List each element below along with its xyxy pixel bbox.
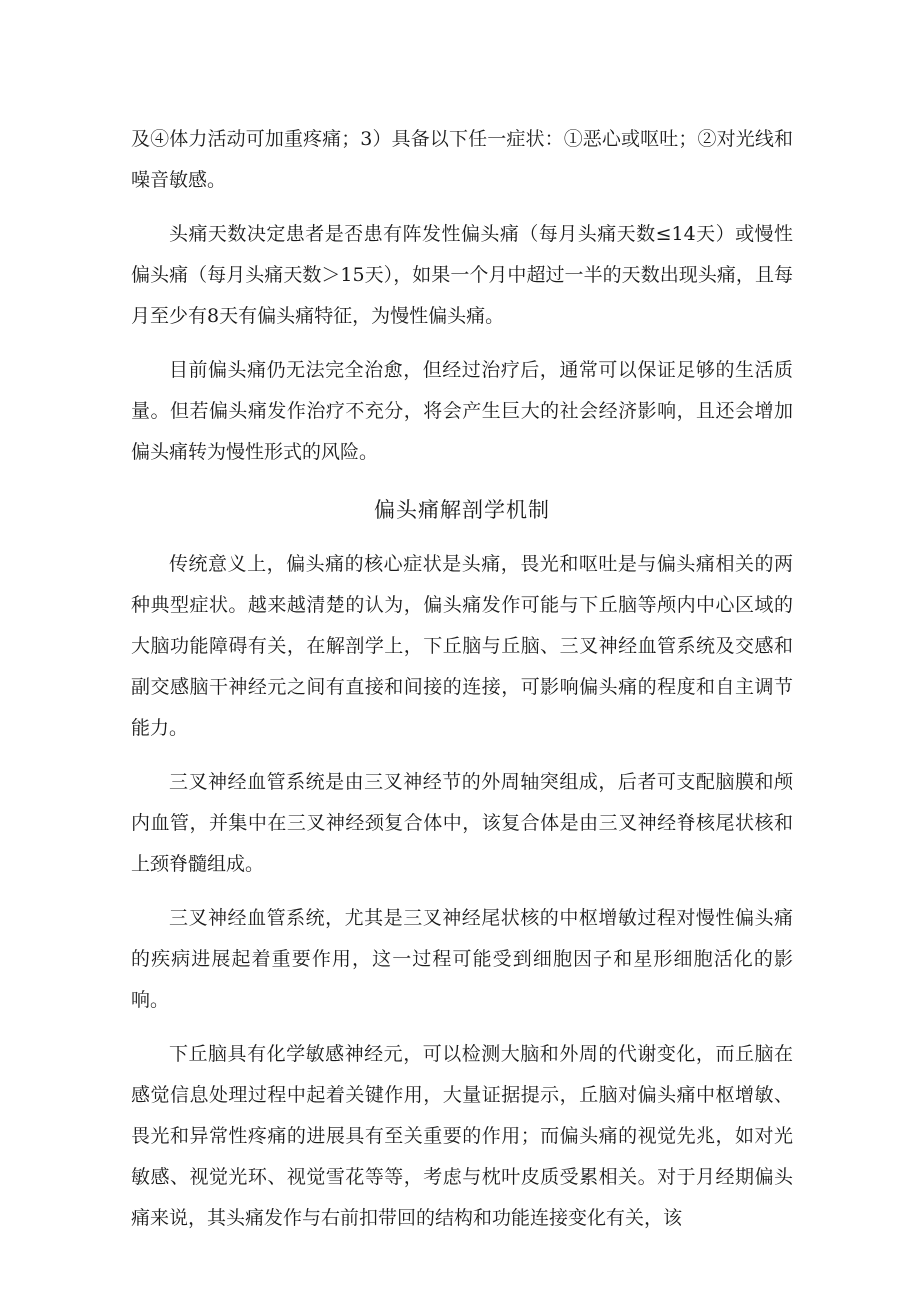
paragraph-hypothalamus-thalamus: 下丘脑具有化学敏感神经元，可以检测大脑和外周的代谢变化，而丘脑在感觉信息处理过程中起着关键作用，大量证据提示，丘脑对偏头痛中枢增敏、畏光和异常性疼痛的进展具有至关重要的作用；而偏头痛的视觉先兆，如对光敏感、视觉光环、视觉雪花等等，考虑与枕叶皮质受累相关。对于月经期偏头痛来说，其头痛发作与右前扣带回的结构和功能连接变化有关，该 [131, 1043, 793, 1229]
paragraph-trigeminovascular-system: 三叉神经血管系统是由三叉神经节的外周轴突组成，后者可支配脑膜和颅内血管，并集中在三叉神经颈复合体中，该复合体是由三叉神经脊核尾状核和上颈脊髓组成。 [131, 771, 793, 875]
document-body [131, 119, 793, 1252]
paragraph-central-sensitization: 三叉神经血管系统，尤其是三叉神经尾状核的中枢增敏过程对慢性偏头痛的疾病进展起着重要作用，这一过程可能受到细胞因子和星形细胞活化的影响。 [131, 907, 793, 1011]
paragraph-headache-days: 头痛天数决定患者是否患有阵发性偏头痛（每月头痛天数≤14天）或慢性偏头痛（每月头痛天数＞15天），如果一个月中超过一半的天数出现头痛，且每月至少有8天有偏头痛特征，为慢性偏头痛。 [131, 223, 793, 327]
section-heading: 偏头痛解剖学机制 [374, 498, 550, 522]
paragraph-core-symptoms: 传统意义上，偏头痛的核心症状是头痛，畏光和呕吐是与偏头痛相关的两种典型症状。越来越清楚的认为，偏头痛发作可能与下丘脑等颅内中心区域的大脑功能障碍有关，在解剖学上，下丘脑与丘脑、三叉神经血管系统及交感和副交感脑干神经元之间有直接和间接的连接，可影响偏头痛的程度和自主调节能力。 [131, 553, 793, 739]
paragraph-continued: 及④体力活动可加重疼痛；3）具备以下任一症状：①恶心或呕吐；②对光线和噪音敏感。 [131, 128, 793, 191]
paragraph-treatment: 目前偏头痛仍无法完全治愈，但经过治疗后，通常可以保证足够的生活质量。但若偏头痛发作治疗不充分，将会产生巨大的社会经济影响，且还会增加偏头痛转为慢性形式的风险。 [131, 359, 793, 463]
